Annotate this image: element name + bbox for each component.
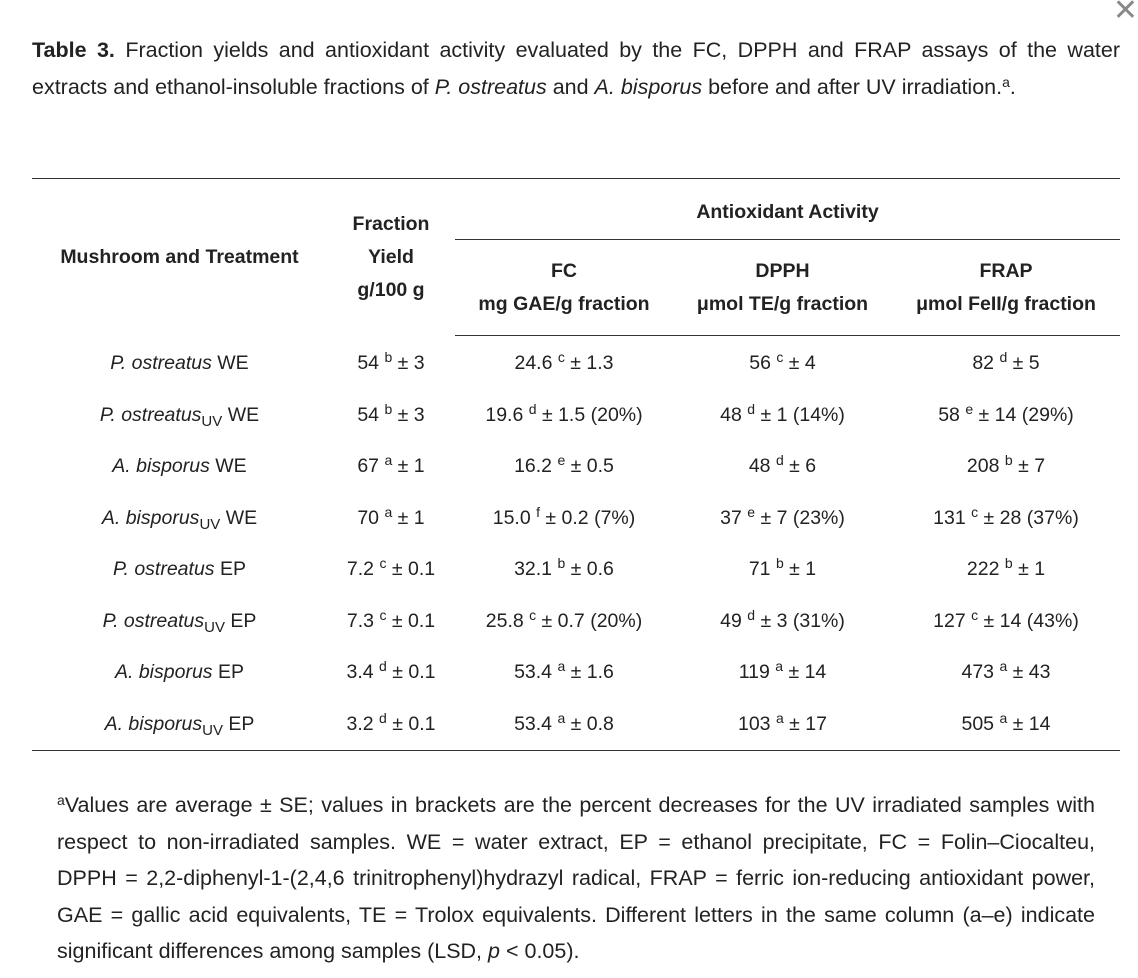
yield-value-cell: 70 $^a$ ± 1 [357, 503, 425, 529]
header-frap: FRAP μmol FeII/g fraction [892, 240, 1120, 336]
caption-label: Table 3. [32, 38, 115, 62]
fc-value-cell: 16.2 $^e$ ± 0.5 [514, 452, 614, 478]
caption-species: P. ostreatus [434, 75, 547, 99]
dpph-value-cell: 48 $^d$ ± 1 (14%) [720, 400, 845, 426]
dpph-value-cell: 37 $^e$ ± 7 (23%) [720, 503, 845, 529]
fc-value-cell: 15.0 $^f$ ± 0.2 (7%) [492, 503, 636, 529]
table-row [32, 336, 1120, 390]
yield-value-cell: 3.2 $^d$ ± 0.1 [327, 699, 455, 751]
header-antioxidant-activity: Antioxidant Activity [455, 179, 1120, 241]
header-fc: FC mg GAE/g fraction [455, 240, 673, 336]
yield-value-cell: 54 $^b$ ± 3 [357, 349, 425, 374]
fc-value-cell: 53.4 $^a$ ± 1.6 [514, 658, 614, 684]
footnote-text: Values are average ± SE; values in brackets are the percent decreases for the UV irradiated samples with respect to non-irradiated samples. WE = water extract, EP = ethanol precipitate, FC = Folin–Ciocalteu, DPPH = 2,2-diphenyl-1-(2,4,6 trinitrophenyl)hydrazyl radical, FRAP = ferric ion-reducing antioxidant power, GAE = gallic acid equivalents, TE = Trolox equivalents. Different letters in the same column (a–e) indicate significant differences among samples (LSD, [57, 793, 1095, 963]
dpph-value-cell: 56 $^c$ ± 4 [749, 349, 816, 375]
dpph-value-cell: 71 $^b$ ± 1 [748, 555, 817, 581]
footnote-marker: a [57, 792, 65, 808]
table-row [32, 390, 1120, 442]
sample-name-cell: P. ostreatus$_{UV}$ EP [102, 609, 257, 636]
sample-name-cell: P. ostreatus WE [110, 352, 249, 374]
yield-value-cell: 67 $^a$ ± 1 [357, 452, 425, 478]
fc-value-cell: 24.6 $^c$ ± 1.3 [514, 349, 614, 375]
dpph-value-cell: 48 $^d$ ± 6 [748, 452, 817, 478]
table-row [32, 441, 1120, 493]
footnote-text: < 0.05). [499, 939, 580, 963]
header-dpph: DPPH μmol TE/g fraction [673, 240, 892, 336]
fc-value-cell: 32.1 $^b$ ± 0.6 [514, 555, 614, 581]
sample-name-cell: P. ostreatus$_{UV}$ WE [99, 403, 260, 430]
table-footnote [57, 787, 1095, 970]
caption-text: . [1009, 75, 1016, 99]
sample-name-cell: A. bisporus EP [115, 661, 244, 684]
dpph-value-cell: 119 $^a$ ± 14 [738, 658, 827, 684]
table-row [32, 596, 1120, 648]
fc-value-cell: 19.6 $^d$ ± 1.5 (20%) [485, 400, 643, 426]
frap-value-cell: 208 $^b$ ± 7 [966, 452, 1046, 478]
caption-text: and [546, 75, 595, 99]
frap-value-cell: 131 $^c$ ± 28 (37%) [933, 503, 1079, 529]
frap-value-cell: 58 $^e$ ± 14 (29%) [938, 400, 1074, 426]
table-row [32, 699, 1120, 751]
dpph-value-cell: 49 $^d$ ± 3 (31%) [720, 606, 845, 632]
close-icon[interactable]: ✕ [1112, 0, 1138, 27]
dpph-value-cell: 103 $^a$ ± 17 [673, 699, 892, 751]
header-fraction-yield: Fraction Yield g/100 g [327, 179, 455, 336]
table-row [32, 493, 1120, 545]
frap-value-cell: 505 $^a$ ± 14 [892, 699, 1120, 751]
table-row [32, 544, 1120, 596]
header-mushroom-treatment: Mushroom and Treatment [32, 179, 327, 336]
footnote-marker[interactable]: a [1002, 74, 1010, 90]
frap-value-cell: 473 $^a$ ± 43 [961, 658, 1051, 684]
yield-value-cell: 3.4 $^d$ ± 0.1 [346, 658, 436, 684]
yield-value-cell: 54 $^b$ ± 3 [357, 400, 425, 426]
fc-value-cell: 25.8 $^c$ ± 0.7 (20%) [485, 606, 643, 632]
sample-name-cell: A. bisporus$_{UV}$ WE [101, 506, 258, 533]
sample-name-cell: P. ostreatus EP [113, 558, 246, 581]
table-row [32, 647, 1120, 699]
frap-value-cell: 127 $^c$ ± 14 (43%) [933, 606, 1079, 632]
footnote-p-symbol: p [488, 939, 500, 963]
fc-value-cell: 53.4 $^a$ ± 0.8 [455, 699, 673, 751]
caption-species: A. bisporus [594, 75, 703, 99]
yield-value-cell: 7.2 $^c$ ± 0.1 [346, 555, 436, 581]
caption-text: before and after UV irradiation. [702, 75, 1003, 99]
results-table [32, 178, 1120, 751]
sample-name-cell: A. bisporus WE [112, 455, 247, 478]
sample-name-cell: A. bisporus$_{UV}$ EP [32, 699, 327, 751]
yield-value-cell: 7.3 $^c$ ± 0.1 [346, 606, 436, 632]
frap-value-cell: 82 $^d$ ± 5 [972, 349, 1040, 375]
frap-value-cell: 222 $^b$ ± 1 [966, 555, 1046, 581]
table-caption [32, 32, 1120, 106]
caption-text: Fraction yields and antioxidant activity evaluated by the FC, DPPH and FRAP assays of the water extracts and ethanol-insoluble fractions of [32, 38, 1120, 99]
